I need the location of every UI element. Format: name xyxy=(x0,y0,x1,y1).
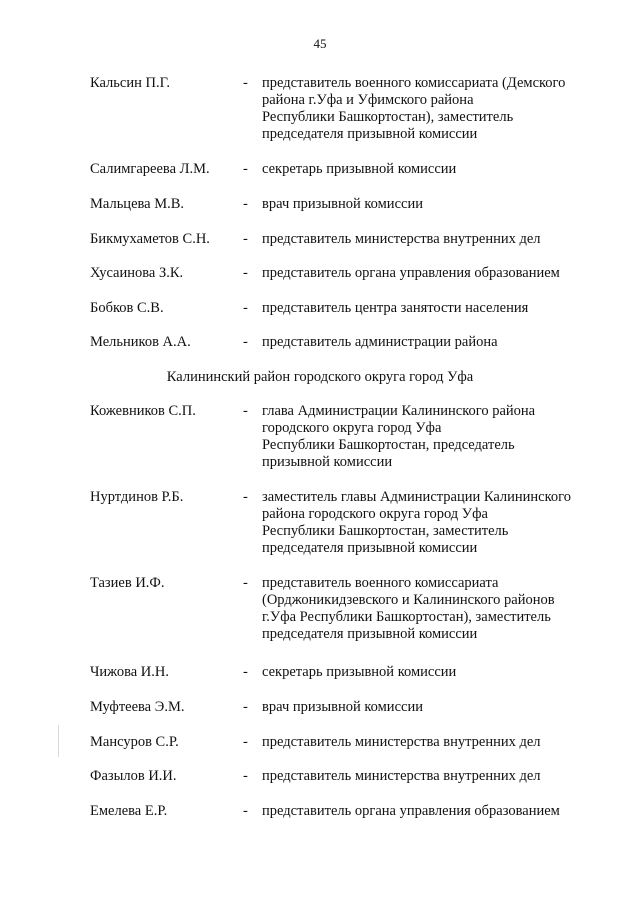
member-role xyxy=(262,664,607,681)
dash-separator: - xyxy=(243,803,248,819)
dash-separator: - xyxy=(243,664,248,680)
role-line: представитель министерства внутренних дел xyxy=(262,768,541,784)
dash-separator: - xyxy=(243,575,248,591)
member-name: Бобков С.В. xyxy=(90,300,164,316)
member-name: Емелева Е.Р. xyxy=(90,803,168,819)
member-role xyxy=(262,575,607,643)
role-line: секретарь призывной комиссии xyxy=(262,161,457,177)
role-line: г.Уфа Республики Башкортостан), заместитель xyxy=(262,609,551,625)
role-line: врач призывной комиссии xyxy=(262,196,423,212)
dash-separator: - xyxy=(243,161,248,177)
role-line: заместитель главы Администрации Калининского xyxy=(262,489,572,505)
role-line: района г.Уфа и Уфимского района xyxy=(262,92,474,108)
member-role xyxy=(262,803,607,820)
role-line: представитель администрации района xyxy=(262,334,498,350)
member-name: Муфтеева Э.М. xyxy=(90,699,185,715)
role-line: призывной комиссии xyxy=(262,454,393,470)
member-role xyxy=(262,403,607,471)
dash-separator: - xyxy=(243,231,248,247)
scan-margin-mark xyxy=(58,725,59,757)
member-role xyxy=(262,734,607,751)
dash-separator: - xyxy=(243,75,248,91)
dash-separator: - xyxy=(243,334,248,350)
member-name: Мальцева М.В. xyxy=(90,196,185,212)
role-line: (Орджоникидзевского и Калининского районов xyxy=(262,592,555,608)
role-line: представитель министерства внутренних дел xyxy=(262,231,541,247)
role-line: секретарь призывной комиссии xyxy=(262,664,457,680)
member-role xyxy=(262,300,607,317)
role-line: городского округа город Уфа xyxy=(262,420,442,436)
member-name: Салимгареева Л.М. xyxy=(90,161,210,177)
member-name: Мансуров С.Р. xyxy=(90,734,179,750)
member-name: Чижова И.Н. xyxy=(90,664,169,680)
member-role xyxy=(262,265,607,282)
role-line: врач призывной комиссии xyxy=(262,699,423,715)
role-line: глава Администрации Калининского района xyxy=(262,403,536,419)
member-name: Бикмухаметов С.Н. xyxy=(90,231,210,247)
dash-separator: - xyxy=(243,196,248,212)
role-line: района городского округа город Уфа xyxy=(262,506,488,522)
member-role xyxy=(262,768,607,785)
dash-separator: - xyxy=(243,734,248,750)
role-line: Республики Башкортостан), заместитель xyxy=(262,109,514,125)
role-line: Республики Башкортостан, председатель xyxy=(262,437,515,453)
member-role xyxy=(262,489,607,557)
member-name: Мельников А.А. xyxy=(90,334,191,350)
dash-separator: - xyxy=(243,265,248,281)
member-name: Тазиев И.Ф. xyxy=(90,575,165,591)
dash-separator: - xyxy=(243,768,248,784)
member-name: Кальсин П.Г. xyxy=(90,75,170,91)
role-line: председателя призывной комиссии xyxy=(262,126,478,142)
member-name: Хусаинова З.К. xyxy=(90,265,184,281)
member-name: Фазылов И.И. xyxy=(90,768,177,784)
member-role xyxy=(262,161,607,178)
role-line: представитель органа управления образованием xyxy=(262,265,560,281)
dash-separator: - xyxy=(243,699,248,715)
role-line: представитель центра занятости населения xyxy=(262,300,529,316)
section-heading: Калининский район городского округа город Уфа xyxy=(166,369,474,385)
dash-separator: - xyxy=(243,489,248,505)
role-line: представитель органа управления образованием xyxy=(262,803,560,819)
role-line: представитель военного комиссариата (Демского xyxy=(262,75,566,91)
role-line: председателя призывной комиссии xyxy=(262,540,478,556)
role-line: Республики Башкортостан, заместитель xyxy=(262,523,509,539)
member-role xyxy=(262,334,607,351)
dash-separator: - xyxy=(243,300,248,316)
member-role xyxy=(262,75,607,143)
role-line: представитель министерства внутренних дел xyxy=(262,734,541,750)
page-number: 45 xyxy=(313,36,327,51)
member-name: Кожевников С.П. xyxy=(90,403,196,419)
member-role xyxy=(262,699,607,716)
member-role xyxy=(262,231,607,248)
dash-separator: - xyxy=(243,403,248,419)
role-line: председателя призывной комиссии xyxy=(262,626,478,642)
member-role xyxy=(262,196,607,213)
role-line: представитель военного комиссариата xyxy=(262,575,499,591)
member-name: Нуртдинов Р.Б. xyxy=(90,489,184,505)
